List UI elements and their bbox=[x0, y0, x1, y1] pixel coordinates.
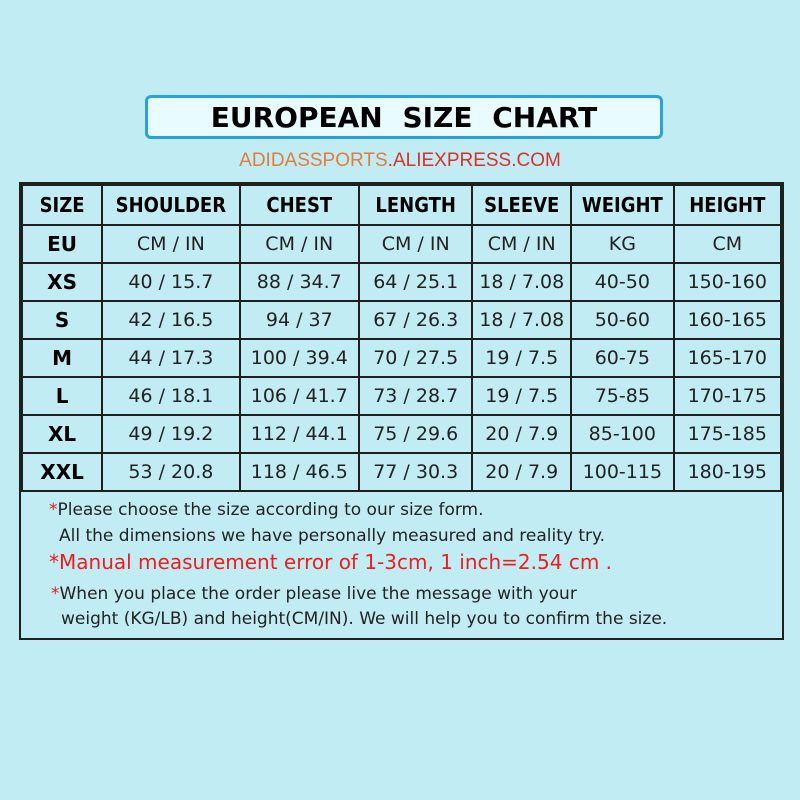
note-line-2: All the dimensions we have personally measured and reality try. bbox=[59, 526, 606, 546]
table-cell: CM bbox=[674, 225, 781, 263]
table-row bbox=[22, 453, 781, 491]
table-cell: 94 / 37 bbox=[240, 301, 359, 339]
table-units-row bbox=[22, 225, 781, 263]
table-cell: 46 / 18.1 bbox=[102, 377, 239, 415]
table-cell: CHEST bbox=[240, 185, 359, 225]
note-line-4 bbox=[51, 584, 577, 604]
table-cell: 100-115 bbox=[571, 453, 674, 491]
table-cell: 44 / 17.3 bbox=[102, 339, 239, 377]
table-row bbox=[22, 263, 781, 301]
table-cell: 160-165 bbox=[674, 301, 781, 339]
note-text-4: When you place the order please live the message with your bbox=[59, 584, 577, 604]
table-cell: 67 / 26.3 bbox=[359, 301, 472, 339]
table-cell: EU bbox=[22, 225, 102, 263]
note-star-1: * bbox=[49, 500, 58, 520]
table-cell: 50-60 bbox=[571, 301, 674, 339]
table-cell: 42 / 16.5 bbox=[102, 301, 239, 339]
note-star-2: * bbox=[51, 584, 60, 604]
table-row bbox=[22, 301, 781, 339]
table-cell: XL bbox=[22, 415, 102, 453]
table-cell: 170-175 bbox=[674, 377, 781, 415]
table-cell: M bbox=[22, 339, 102, 377]
table-cell: 20 / 7.9 bbox=[472, 415, 571, 453]
table-cell: 40-50 bbox=[571, 263, 674, 301]
note-line-1 bbox=[49, 500, 484, 520]
table-cell: XS bbox=[22, 263, 102, 301]
table-cell: SLEEVE bbox=[472, 185, 571, 225]
table-cell: WEIGHT bbox=[571, 185, 674, 225]
table-cell: KG bbox=[571, 225, 674, 263]
site-url-part2: .ALIEXPRESS.COM bbox=[387, 150, 561, 171]
table-cell: LENGTH bbox=[359, 185, 472, 225]
table-row bbox=[22, 377, 781, 415]
site-url bbox=[0, 150, 800, 172]
chart-title: EUROPEAN SIZE CHART bbox=[210, 100, 598, 134]
table-header-row bbox=[22, 185, 781, 225]
table-cell: 75 / 29.6 bbox=[359, 415, 472, 453]
chart-title-box bbox=[145, 95, 663, 139]
size-table bbox=[21, 184, 782, 492]
table-cell: 106 / 41.7 bbox=[240, 377, 359, 415]
table-cell: 49 / 19.2 bbox=[102, 415, 239, 453]
table-cell: CM / IN bbox=[102, 225, 239, 263]
table-cell: 77 / 30.3 bbox=[359, 453, 472, 491]
note-line-5: weight (KG/LB) and height(CM/IN). We will help you to confirm the size. bbox=[61, 609, 668, 629]
table-cell: 118 / 46.5 bbox=[240, 453, 359, 491]
table-cell: 75-85 bbox=[571, 377, 674, 415]
table-cell: 64 / 25.1 bbox=[359, 263, 472, 301]
table-cell: 19 / 7.5 bbox=[472, 339, 571, 377]
table-cell: 100 / 39.4 bbox=[240, 339, 359, 377]
table-cell: CM / IN bbox=[240, 225, 359, 263]
table-cell: L bbox=[22, 377, 102, 415]
table-cell: 60-75 bbox=[571, 339, 674, 377]
table-cell: 53 / 20.8 bbox=[102, 453, 239, 491]
table-cell: 70 / 27.5 bbox=[359, 339, 472, 377]
note-text-1: Please choose the size according to our size form. bbox=[57, 500, 484, 520]
table-cell: CM / IN bbox=[359, 225, 472, 263]
table-cell: CM / IN bbox=[472, 225, 571, 263]
table-cell: 165-170 bbox=[674, 339, 781, 377]
table-cell: 18 / 7.08 bbox=[472, 301, 571, 339]
table-row bbox=[22, 339, 781, 377]
table-cell: 20 / 7.9 bbox=[472, 453, 571, 491]
table-cell: 40 / 15.7 bbox=[102, 263, 239, 301]
table-cell: 180-195 bbox=[674, 453, 781, 491]
table-cell: 73 / 28.7 bbox=[359, 377, 472, 415]
site-url-part1: ADIDASSPORTS bbox=[239, 150, 388, 171]
table-cell: SHOULDER bbox=[102, 185, 239, 225]
table-cell: 88 / 34.7 bbox=[240, 263, 359, 301]
note-line-3: *Manual measurement error of 1-3cm, 1 inch=2.54 cm . bbox=[49, 550, 613, 574]
table-cell: 85-100 bbox=[571, 415, 674, 453]
table-cell: 175-185 bbox=[674, 415, 781, 453]
table-cell: 150-160 bbox=[674, 263, 781, 301]
table-cell: 19 / 7.5 bbox=[472, 377, 571, 415]
table-cell: HEIGHT bbox=[674, 185, 781, 225]
table-cell: 112 / 44.1 bbox=[240, 415, 359, 453]
table-cell: S bbox=[22, 301, 102, 339]
table-row bbox=[22, 415, 781, 453]
table-cell: 18 / 7.08 bbox=[472, 263, 571, 301]
table-cell: XXL bbox=[22, 453, 102, 491]
size-chart bbox=[19, 182, 784, 640]
table-cell: SIZE bbox=[22, 185, 102, 225]
